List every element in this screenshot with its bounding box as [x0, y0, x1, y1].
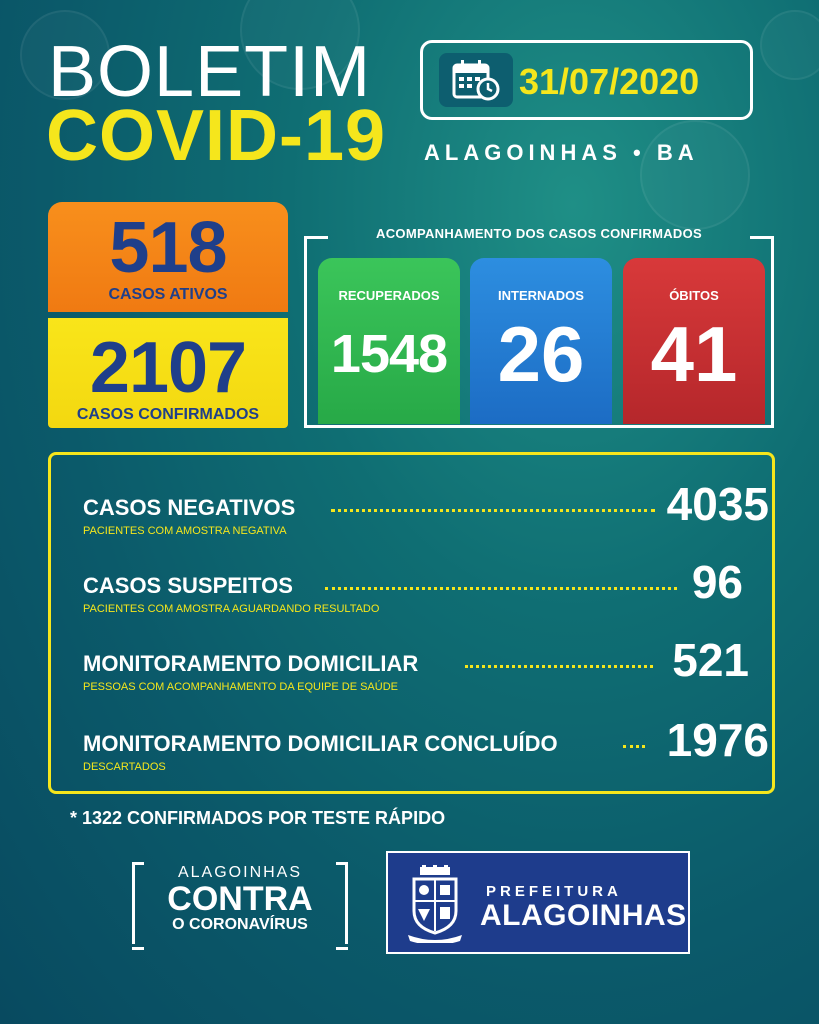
hospitalized-value: 26 [497, 310, 585, 398]
confirmed-cases-box [48, 318, 288, 428]
dotted-leader [331, 509, 655, 512]
deaths-label: ÓBITOS [669, 288, 719, 303]
hospitalized-label: INTERNADOS [498, 288, 584, 303]
dotted-leader [465, 665, 653, 668]
campaign-logo [132, 862, 348, 944]
dotted-leader [325, 587, 677, 590]
detail-row-home-monitoring [83, 634, 763, 711]
date-box [420, 40, 753, 120]
detail-title: CASOS NEGATIVOS [83, 495, 296, 520]
active-cases-value: 518 [109, 208, 227, 288]
recovered-value: 1548 [330, 324, 448, 384]
active-cases-box [48, 202, 288, 312]
bulletin-date: 31/07/2020 [519, 61, 700, 102]
prefeitura-logo [386, 851, 690, 954]
detail-value: 1976 [666, 714, 769, 766]
confirmed-cases-label: CASOS CONFIRMADOS [76, 406, 260, 423]
rapid-test-footnote: * 1322 CONFIRMADOS POR TESTE RÁPIDO [70, 808, 446, 828]
title-boletim: BOLETIM [48, 32, 372, 112]
detail-value: 4035 [666, 478, 769, 530]
campaign-logo-line3: O CORONAVÍRUS [172, 916, 308, 933]
deaths-value: 41 [650, 310, 738, 398]
detail-row-negative [83, 478, 769, 555]
confirmed-cases-value: 2107 [89, 328, 247, 408]
calendar-clock-icon [439, 53, 513, 107]
prefeitura-logo-line1: PREFEITURA [486, 883, 622, 900]
detail-subtitle: DESCARTADOS [83, 761, 166, 773]
location-label: ALAGOINHAS • BA [424, 140, 699, 165]
hospitalized-card [470, 258, 612, 424]
campaign-logo-line1: ALAGOINHAS [177, 864, 303, 881]
active-cases-label: CASOS ATIVOS [108, 286, 228, 303]
detail-title: MONITORAMENTO DOMICILIAR [83, 651, 419, 676]
recovered-label: RECUPERADOS [338, 288, 440, 303]
detail-row-home-monitoring-done [83, 714, 769, 791]
prefeitura-logo-line2: ALAGOINHAS [480, 899, 687, 932]
detail-row-suspected [83, 556, 763, 633]
detail-title: CASOS SUSPEITOS [83, 573, 293, 598]
detail-value: 521 [672, 634, 749, 686]
title-covid: COVID-19 [46, 96, 387, 176]
background-virus-decoration [760, 10, 819, 80]
detail-subtitle: PACIENTES COM AMOSTRA AGUARDANDO RESULTADO [83, 603, 380, 615]
detail-subtitle: PESSOAS COM ACOMPANHAMENTO DA EQUIPE DE SAÚDE [83, 681, 398, 693]
tracking-title: ACOMPANHAMENTO DOS CASOS CONFIRMADOS [376, 226, 702, 241]
deaths-card [623, 258, 765, 424]
city-crest-icon [406, 865, 464, 943]
recovered-card [318, 258, 460, 424]
campaign-logo-line2: CONTRA [167, 880, 313, 918]
background-virus-decoration [640, 120, 750, 230]
detail-value: 96 [691, 556, 743, 608]
details-panel [48, 452, 775, 794]
detail-subtitle: PACIENTES COM AMOSTRA NEGATIVA [83, 525, 287, 537]
detail-title: MONITORAMENTO DOMICILIAR CONCLUÍDO [83, 731, 558, 756]
